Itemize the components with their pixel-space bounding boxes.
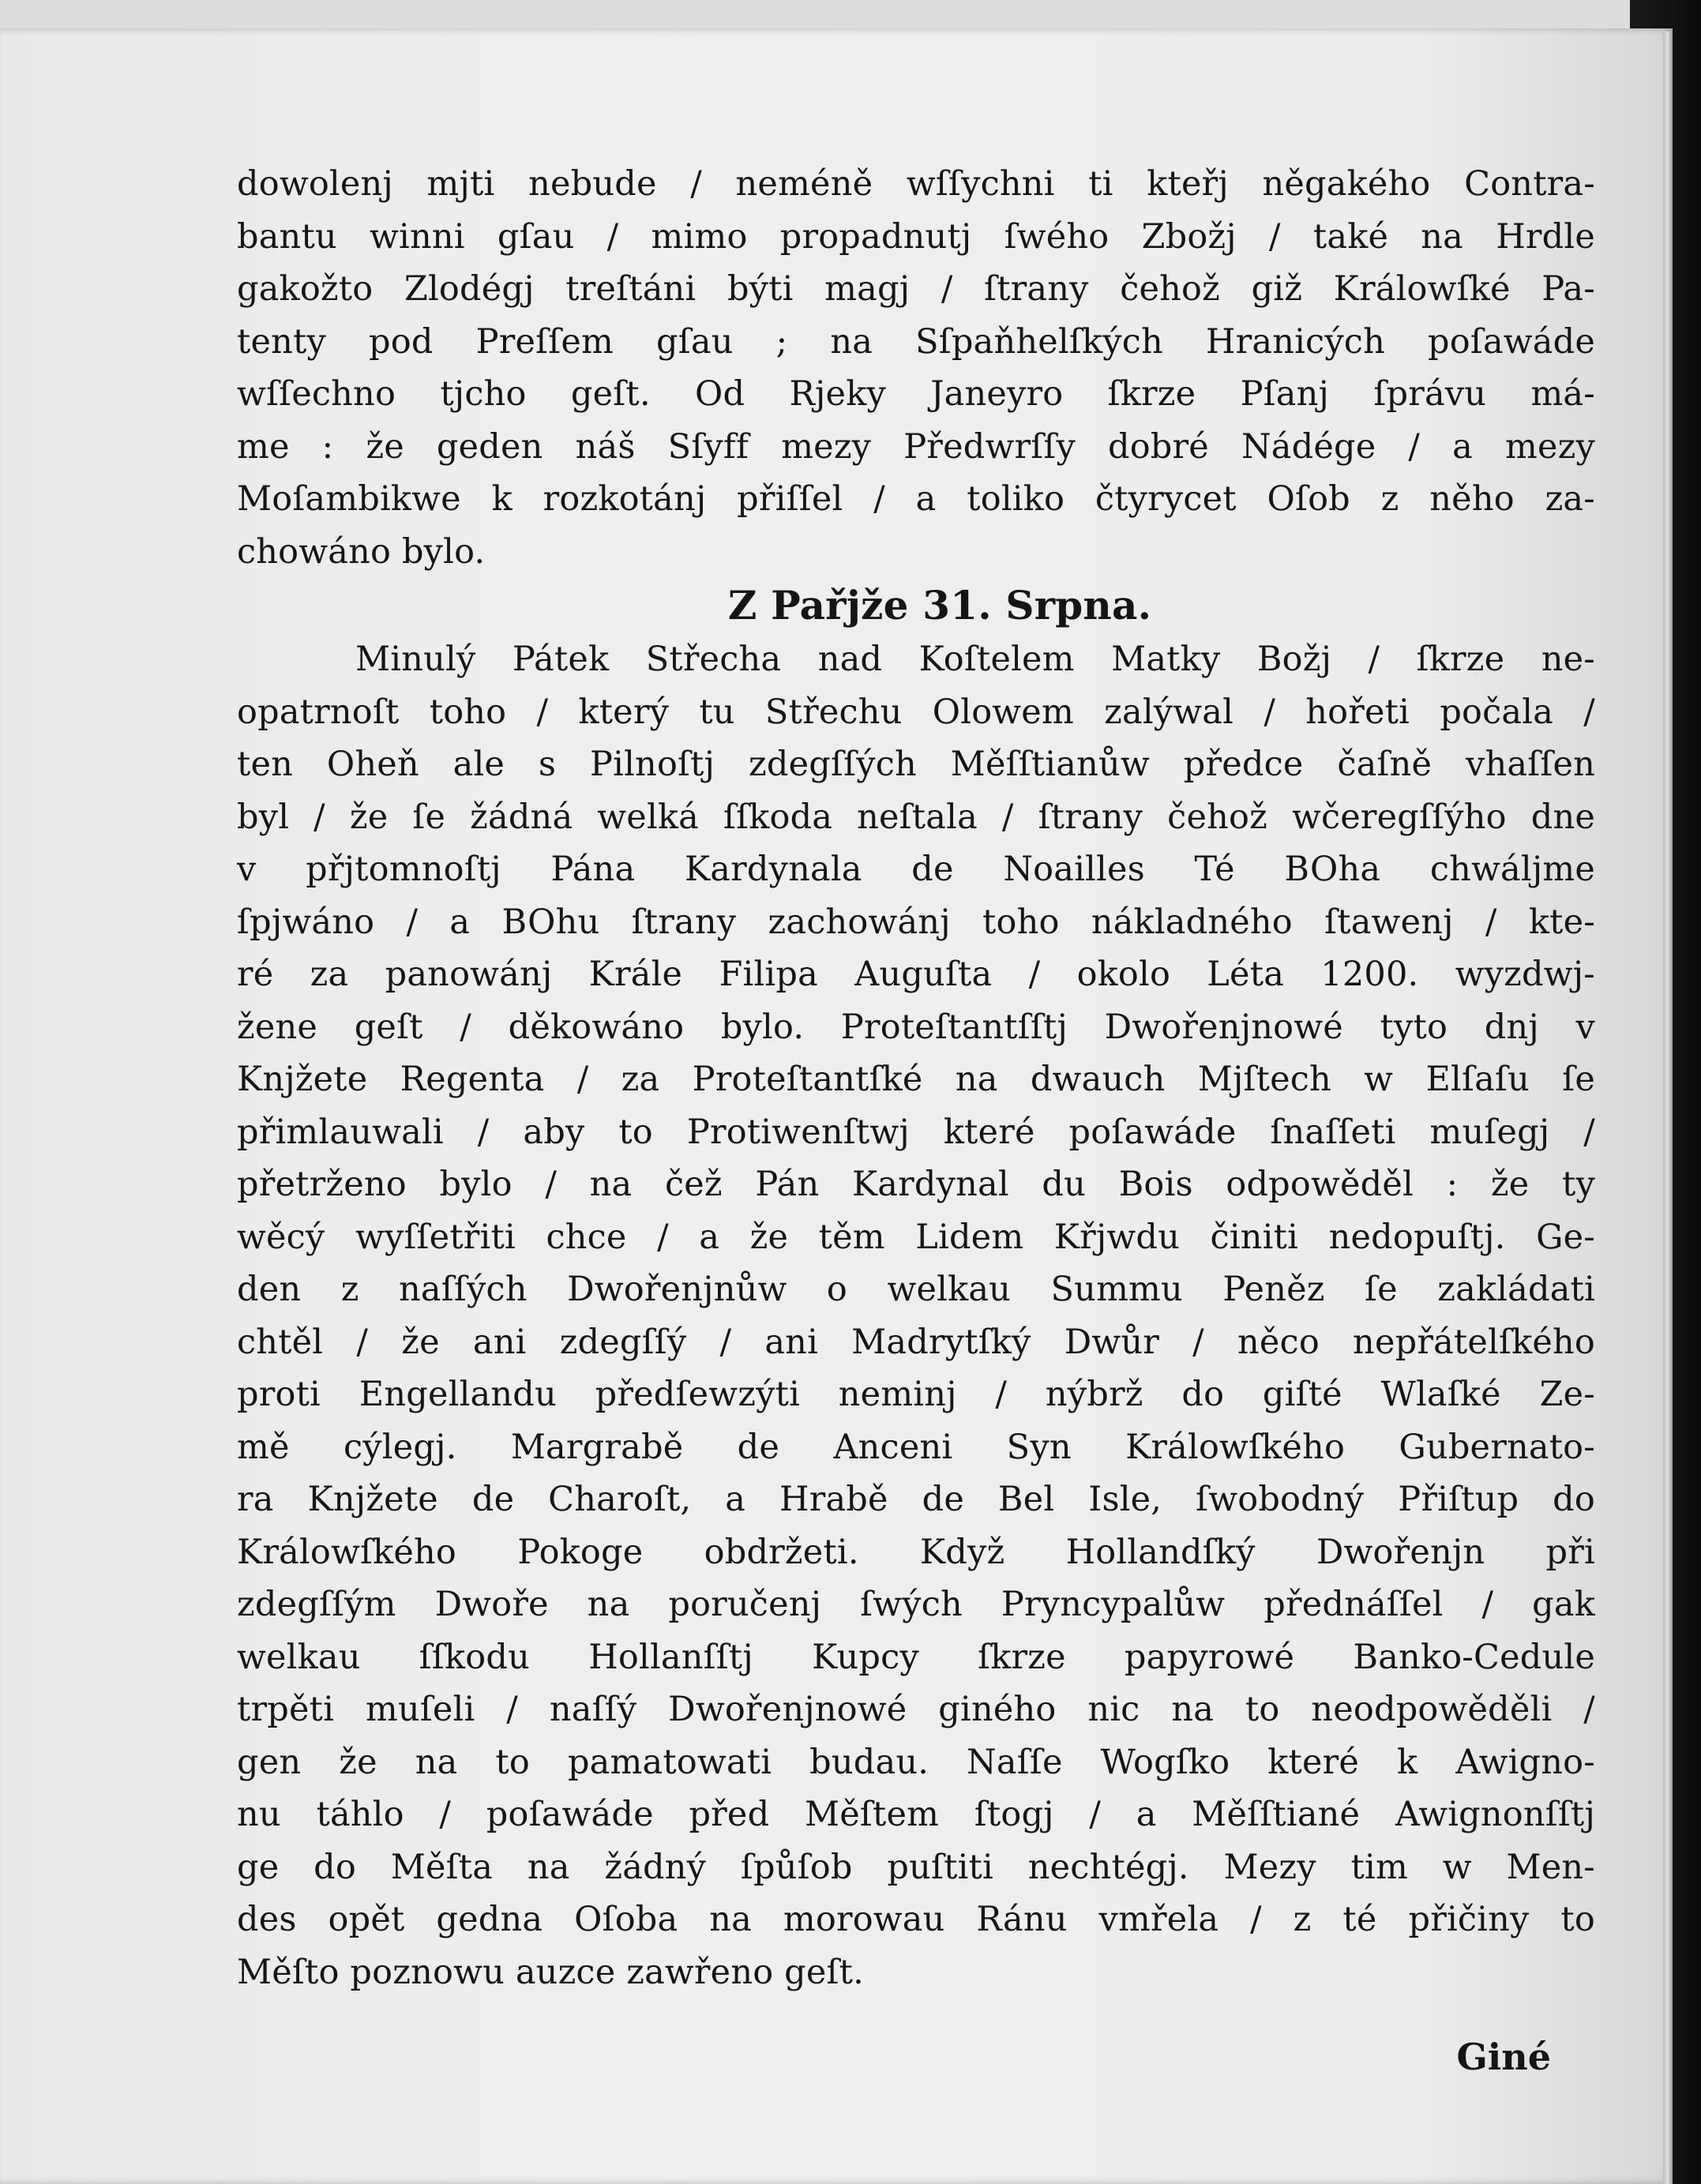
text-line: ré za panowánj Krále Filipa Auguſta / okolo Léta 1200. wyzdwj- — [237, 955, 1595, 994]
scan-top-margin — [0, 0, 1630, 32]
text-line: mě cýlegj. Margrabě de Anceni Syn Králowſkého Gubernato- — [237, 1427, 1595, 1467]
catchword: Giné — [1456, 2036, 1551, 2078]
text-line: Minulý Pátek Střecha nad Koſtelem Matky Božj / ſkrze ne- — [355, 640, 1595, 679]
text-line: trpěti muſeli / naſſý Dwořenjnowé giného nic na to neodpowěděli / — [237, 1690, 1595, 1729]
page-fold-edge — [1663, 32, 1673, 2184]
text-line: wěcý wyſſetřiti chce / a že těm Lidem Křjwdu činiti nedopuſtj. Ge- — [237, 1217, 1595, 1257]
text-line: žene geſt / děkowáno bylo. Proteſtantſſtj Dwořenjnowé tyto dnj v — [237, 1007, 1595, 1047]
text-line: přetrženo bylo / na čež Pán Kardynal du Bois odpowěděl : že ty — [237, 1165, 1595, 1204]
text-line: zdegſſým Dwoře na poručenj ſwých Pryncypalůw přednáſſel / gak — [237, 1585, 1595, 1624]
page-text-block — [237, 158, 1595, 1998]
section-heading: Z Pařjže 31. Srpna. — [727, 582, 1152, 629]
text-line: wſſechno tjcho geſt. Od Rjeky Janeyro ſkrze Pſanj ſprávu má- — [237, 374, 1595, 414]
text-line: ten Oheň ale s Pilnoſtj zdegſſých Měſſtianůw předce čaſně vhaſſen — [237, 745, 1595, 784]
text-line: dowolenj mjti nebude / neméně wſſychni ti kteřj něgakého Contra- — [237, 164, 1595, 204]
text-line: den z naſſých Dwořenjnůw o welkau Summu Peněz ſe zakládati — [237, 1270, 1595, 1309]
text-line: v přjtomnoſtj Pána Kardynala de Noailles Té BOha chwáljme — [237, 850, 1595, 889]
text-line: opatrnoſt toho / který tu Střechu Olowem zalýwal / hořeti počala / — [237, 692, 1595, 732]
text-line: přimlauwali / aby to Protiwenſtwj které poſawáde ſnaſſeti muſegj / — [237, 1112, 1595, 1152]
text-line: ge do Měſta na žádný ſpůſob puſtiti nechtégj. Mezy tim w Men- — [237, 1847, 1595, 1887]
text-line: Králowſkého Pokoge obdržeti. Když Hollandſký Dwořenjn při — [237, 1532, 1595, 1572]
text-line: bantu winni gſau / mimo propadnutj ſwého Zbožj / také na Hrdle — [237, 216, 1595, 257]
text-line: Moſambikwe k rozkotánj přiſſel / a toliko čtyrycet Oſob z něho za- — [237, 479, 1595, 519]
text-line: tenty pod Preſſem gſau ; na Sſpaňhelſkých Hranicých poſawáde — [237, 321, 1595, 362]
text-line: ſpjwáno / a BOhu ſtrany zachowánj toho nákladného ſtawenj / kte- — [237, 902, 1595, 942]
text-line: gakožto Zlodégj treſtáni býti magj / ſtrany čehož giž Králowſké Pa- — [237, 269, 1595, 309]
text-line: nu táhlo / poſawáde před Měſtem ſtogj / a Měſſtiané Awignonſſtj — [237, 1795, 1595, 1834]
text-line: chowáno bylo. — [237, 531, 486, 572]
text-line: des opět gedna Oſoba na morowau Ránu vmřela / z té přičiny to — [237, 1900, 1595, 1939]
text-line: chtěl / že ani zdegſſý / ani Madrytſký Dwůr / něco nepřátelſkého — [237, 1322, 1595, 1362]
text-line: me : že geden náš Sſyff mezy Předwrſſy dobré Nádége / a mezy — [237, 426, 1595, 467]
text-line: welkau ſſkodu Hollanſſtj Kupcy ſkrze papyrowé Banko-Cedule — [237, 1637, 1595, 1677]
text-line: Měſto poznowu auzce zawřeno geſt. — [237, 1952, 865, 1992]
paragraph-1 — [237, 158, 1595, 578]
paragraph-2 — [237, 633, 1595, 1998]
text-line: byl / že ſe žádná welká ſſkoda neſtala / ſtrany čehož wčeregſſýho dne — [237, 797, 1595, 837]
text-line: Knjžete Regenta / za Proteſtantſké na dwauch Mjſtech w Elſaſu ſe — [237, 1060, 1595, 1099]
text-line: gen že na to pamatowati budau. Naſſe Wogſko které k Awigno- — [237, 1742, 1595, 1782]
text-line: ra Knjžete de Charoſt, a Hrabě de Bel Isle, ſwobodný Přiſtup do — [237, 1480, 1595, 1519]
text-line: proti Engellandu předſewzýti neminj / nýbrž do giſté Wlaſké Ze- — [237, 1375, 1595, 1414]
